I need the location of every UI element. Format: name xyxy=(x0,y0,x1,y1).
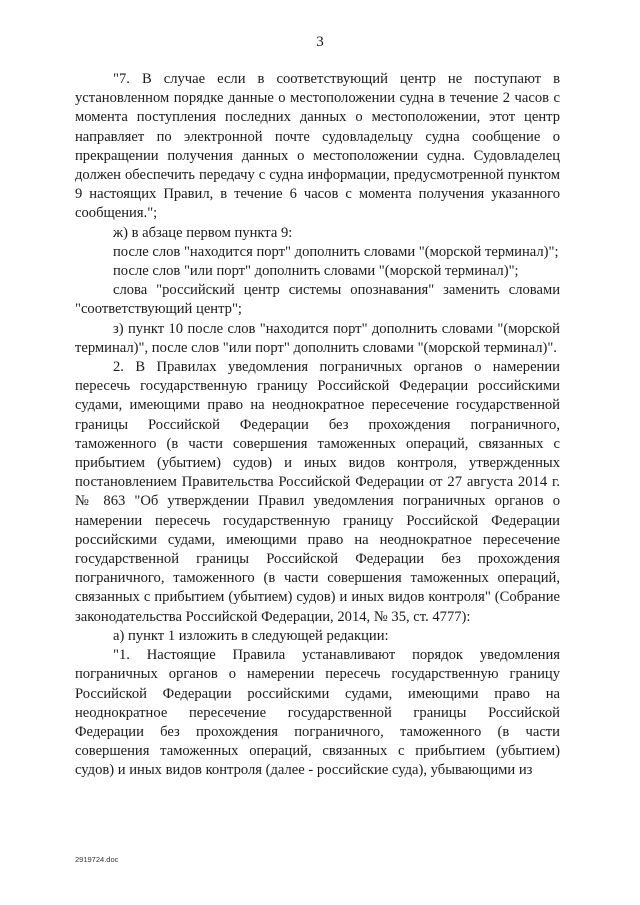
document-body xyxy=(75,70,560,781)
paragraph-new-item-1: "1. Настоящие Правила устанавливают порядок уведомления пограничных органов о намерении пересечь государственную границу Российской Федерации российскими судами, имеющими право на неоднократное пересечение государственной границы Российской Федерации без прохождения пограничного, таможенного (в части совершения таможенных операций, связанных с прибытием (убытием) судов) и иных видов контроля (далее - российские суда), убывающими из xyxy=(75,647,560,779)
paragraph-item-7-text: "7. В случае если в соответствующий центр не поступают в установленном порядке данные о местоположении судна в течение 2 часов с момента поступления последних данных о местоположении, этот центр направляет по электронной почте судовладельцу судна сообщение о прекращении получения данных о местоположении судна. Судовладелец должен обеспечить передачу с судна информации, предусмотренной пунктом 9 настоящих Правил, в течение 6 часов с момента получения указанного сообщения."; xyxy=(75,71,560,222)
paragraph-after-or-port: после слов "или порт" дополнить словами "(морской терминал)"; xyxy=(113,263,519,280)
paragraph-subpoint-a: а) пункт 1 изложить в следующей редакции: xyxy=(113,627,389,644)
paragraph-subpoint-zh: ж) в абзаце первом пункта 9: xyxy=(113,224,293,241)
document-file-code: 2919724.doc xyxy=(75,855,119,864)
paragraph-subpoint-z: з) пункт 10 после слов "находится порт" дополнить словами "(морской терминал)", после слов "или порт" дополнить словами "(морской терминал)". xyxy=(75,320,560,356)
page-number: 3 xyxy=(316,34,324,50)
paragraph-after-port: после слов "находится порт" дополнить словами "(морской терминал)"; xyxy=(113,243,559,260)
paragraph-section-2: 2. В Правилах уведомления пограничных органов о намерении пересечь государственную границу Российской Федерации российскими судами, имеющими право на неоднократное пересечение государственной границы Российской Федерации без прохождения пограничного, таможенного (в части совершения таможенных операций, связанных с прибытием (убытием) судов) и иных видов контроля, утвержденных постановлением Правительства Российской Федерации от 27 августа 2014 г. № 863 "Об утверждении Правил уведомления пограничных органов о намерении пересечь государственную границу Российской Федерации российскими судами, имеющими право на неоднократное пересечение государственной границы Российской Федерации без прохождения пограничного, таможенного (в части совершения таможенных операций, связанных с прибытием (убытием) судов) и иных видов контроля" (Собрание законодательства Российской Федерации, 2014, № 35, ст. 4777): xyxy=(75,359,560,625)
paragraph-replace-center: слова "российский центр системы опознавания" заменить словами "соответствующий центр"; xyxy=(75,282,560,318)
